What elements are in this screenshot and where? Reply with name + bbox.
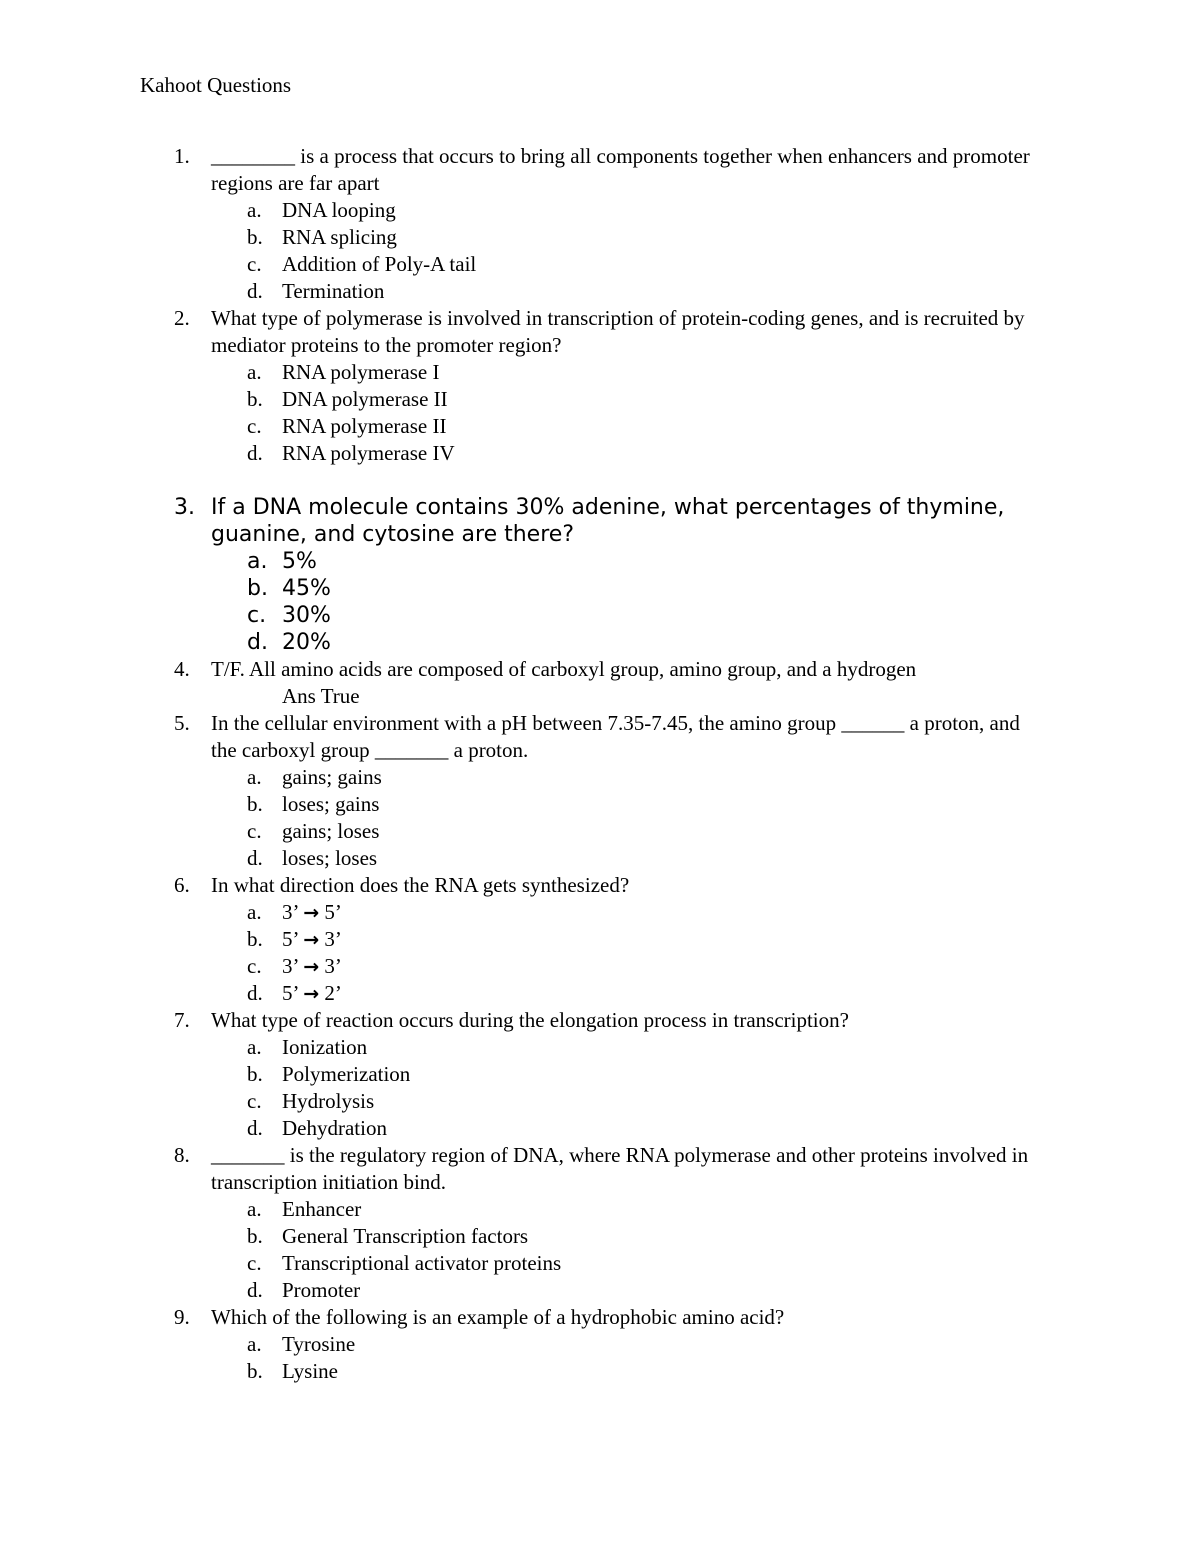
option <box>0 1250 1200 1277</box>
option-letter: a. <box>247 360 262 384</box>
option <box>0 278 1200 305</box>
arrow-right-icon: → <box>303 902 320 924</box>
arrow-right-icon: → <box>303 983 320 1005</box>
option-letter: c. <box>247 1089 262 1113</box>
question-number: 5. <box>174 711 190 735</box>
option-text: Dehydration <box>282 1116 387 1140</box>
option-letter: c. <box>247 414 262 438</box>
answer-text: Ans True <box>282 684 360 708</box>
option <box>0 575 1200 602</box>
question-text: If a DNA molecule contains 30% adenine, what percentages of thymine, guanine, and cytosine are there? <box>211 495 1012 547</box>
option <box>0 1277 1200 1304</box>
option <box>0 1223 1200 1250</box>
question-number: 3. <box>174 495 195 520</box>
question-text: What type of reaction occurs during the elongation process in transcription? <box>211 1008 849 1032</box>
option-text: gains; loses <box>282 819 380 843</box>
option <box>0 548 1200 575</box>
question-list <box>0 143 1200 1385</box>
option-text: DNA looping <box>282 198 396 222</box>
option-text: RNA splicing <box>282 225 397 249</box>
option <box>0 413 1200 440</box>
option-letter: d. <box>247 846 263 870</box>
option <box>0 1196 1200 1223</box>
option-letter: c. <box>247 603 267 628</box>
option <box>0 602 1200 629</box>
option <box>0 440 1200 467</box>
option-letter: c. <box>247 954 262 978</box>
question-number: 2. <box>174 306 190 330</box>
option-letter: a. <box>247 1332 262 1356</box>
option <box>0 953 1200 980</box>
option-text: gains; gains <box>282 765 382 789</box>
question-number: 1. <box>174 144 190 168</box>
option-text: Lysine <box>282 1359 338 1383</box>
option-text: loses; loses <box>282 846 378 870</box>
question-2 <box>0 305 1200 467</box>
option-letter: d. <box>247 279 263 303</box>
direction-to: 2’ <box>324 981 342 1005</box>
direction-from: 5’ <box>282 981 299 1005</box>
direction-to: 3’ <box>324 927 342 951</box>
option-text: 30% <box>282 603 331 628</box>
option-letter: d. <box>247 981 263 1005</box>
option-text <box>282 953 342 981</box>
option-text: Addition of Poly-A tail <box>282 252 477 276</box>
option-text: Termination <box>282 279 385 303</box>
option <box>0 1061 1200 1088</box>
question-text: ________ is a process that occurs to bring all components together when enhancers and promoter regions are far apart <box>211 144 1036 195</box>
option <box>0 251 1200 278</box>
option-text <box>282 926 342 954</box>
option <box>0 764 1200 791</box>
option <box>0 197 1200 224</box>
question-number: 8. <box>174 1143 190 1167</box>
option <box>0 980 1200 1007</box>
question-3 <box>0 494 1200 656</box>
question-6 <box>0 872 1200 1007</box>
option-letter: b. <box>247 927 263 951</box>
option <box>0 386 1200 413</box>
question-5 <box>0 710 1200 872</box>
option-text: RNA polymerase IV <box>282 441 455 465</box>
option-text: 5% <box>282 549 317 574</box>
option-text: Promoter <box>282 1278 361 1302</box>
question-7 <box>0 1007 1200 1142</box>
option <box>0 1115 1200 1142</box>
option-text <box>282 899 342 927</box>
option <box>0 224 1200 251</box>
option-text: 20% <box>282 630 331 655</box>
option-letter: d. <box>247 630 268 655</box>
option-text: Enhancer <box>282 1197 362 1221</box>
option <box>0 845 1200 872</box>
option-text: loses; gains <box>282 792 380 816</box>
option <box>0 1331 1200 1358</box>
question-4 <box>0 656 1200 710</box>
option <box>0 1034 1200 1061</box>
option-letter: b. <box>247 1359 263 1383</box>
option-text: Polymerization <box>282 1062 411 1086</box>
option-letter: a. <box>247 1197 262 1221</box>
option <box>0 926 1200 953</box>
option-letter: b. <box>247 1062 263 1086</box>
question-number: 9. <box>174 1305 190 1329</box>
direction-to: 3’ <box>324 954 342 978</box>
option-letter: a. <box>247 549 268 574</box>
option-letter: b. <box>247 576 268 601</box>
question-text: _______ is the regulatory region of DNA, where RNA polymerase and other proteins involved in transcription initiation bind. <box>211 1143 1034 1194</box>
option <box>0 1088 1200 1115</box>
option <box>0 1358 1200 1385</box>
option-letter: b. <box>247 225 263 249</box>
option-text: RNA polymerase II <box>282 414 447 438</box>
question-8 <box>0 1142 1200 1304</box>
option <box>0 791 1200 818</box>
option-letter: c. <box>247 1251 262 1275</box>
option-text: Transcriptional activator proteins <box>282 1251 562 1275</box>
question-text: In what direction does the RNA gets synthesized? <box>211 873 630 897</box>
question-number: 7. <box>174 1008 190 1032</box>
option-letter: b. <box>247 792 263 816</box>
option-letter: a. <box>247 765 262 789</box>
arrow-right-icon: → <box>303 956 320 978</box>
option-text: Hydrolysis <box>282 1089 375 1113</box>
question-text: What type of polymerase is involved in transcription of protein-coding genes, and is recruited by mediator proteins to the promoter region? <box>211 306 1030 357</box>
document-title: Kahoot Questions <box>140 73 292 97</box>
option-text: RNA polymerase I <box>282 360 440 384</box>
option-letter: b. <box>247 1224 263 1248</box>
option <box>0 359 1200 386</box>
option-text: Tyrosine <box>282 1332 356 1356</box>
question-number: 6. <box>174 873 190 897</box>
option-letter: d. <box>247 1116 263 1140</box>
question-number: 4. <box>174 657 190 681</box>
paragraph-gap <box>0 467 1200 494</box>
option-text: 45% <box>282 576 331 601</box>
option-letter: c. <box>247 819 262 843</box>
option <box>0 899 1200 926</box>
question-1 <box>0 143 1200 305</box>
option-text: DNA polymerase II <box>282 387 448 411</box>
option-letter: d. <box>247 441 263 465</box>
question-text: Which of the following is an example of a hydrophobic amino acid? <box>211 1305 785 1329</box>
direction-from: 5’ <box>282 927 299 951</box>
option-text: General Transcription factors <box>282 1224 529 1248</box>
arrow-right-icon: → <box>303 929 320 951</box>
option-text: Ionization <box>282 1035 368 1059</box>
direction-from: 3’ <box>282 954 299 978</box>
question-text: T/F. All amino acids are composed of carboxyl group, amino group, and a hydrogen <box>211 657 917 681</box>
option-letter: d. <box>247 1278 263 1302</box>
direction-to: 5’ <box>324 900 342 924</box>
option-text <box>282 980 342 1008</box>
option-letter: a. <box>247 900 262 924</box>
question-text: In the cellular environment with a pH between 7.35-7.45, the amino group ______ a proton, and the carboxyl group _______ a proton. <box>211 711 1026 762</box>
option-letter: a. <box>247 198 262 222</box>
direction-from: 3’ <box>282 900 299 924</box>
option <box>0 818 1200 845</box>
option-letter: c. <box>247 252 262 276</box>
option-letter: b. <box>247 387 263 411</box>
question-9 <box>0 1304 1200 1385</box>
option <box>0 629 1200 656</box>
option-letter: a. <box>247 1035 262 1059</box>
